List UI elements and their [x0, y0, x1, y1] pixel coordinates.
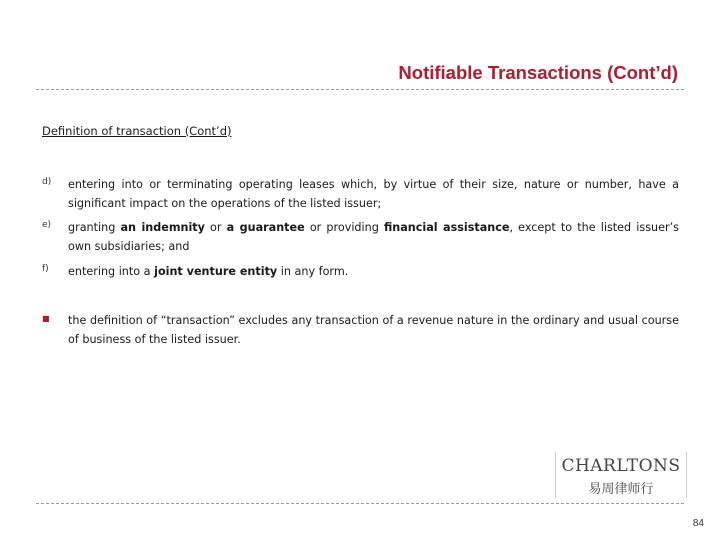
- list-marker: e): [42, 220, 52, 230]
- text-segment: , except to the listed issuer’s own subsidiaries; and: [68, 221, 680, 253]
- list-item-f: [42, 262, 679, 281]
- charltons-logo: [555, 452, 687, 498]
- text-segment: granting: [68, 221, 121, 234]
- bold-term: an indemnity: [120, 221, 205, 234]
- bold-term: financial assistance: [383, 221, 510, 234]
- text-segment: entering into or terminating operating leases which, by virtue of their size, nature or number, have a significant impact on the operations of the listed issuer;: [68, 178, 679, 210]
- list-item-text: [68, 262, 679, 281]
- list-item-text: [68, 175, 679, 213]
- logo-name: CHARLTONS: [561, 456, 681, 476]
- header-divider: [36, 89, 684, 90]
- list-item-bullet: [42, 311, 679, 349]
- bold-term: a guarantee: [226, 221, 305, 234]
- text-segment: entering into a: [68, 265, 155, 278]
- list-item-text: [68, 218, 679, 256]
- section-subheading: Definition of transaction (Cont’d): [42, 124, 232, 138]
- list-marker: d): [42, 177, 52, 187]
- footer-divider: [36, 503, 684, 504]
- list-item-e: [42, 218, 679, 256]
- bold-term: joint venture entity: [154, 265, 278, 278]
- list-item-text: [68, 311, 679, 349]
- list-marker: f): [42, 264, 49, 274]
- text-segment: in any form.: [277, 265, 349, 278]
- text-segment: the definition of “transaction” excludes any transaction of a revenue nature in the ordinary and usual course of business of the listed issuer.: [68, 314, 679, 346]
- list-item-d: [42, 175, 679, 213]
- text-segment: or providing: [304, 221, 384, 234]
- bullet-icon: ■: [42, 314, 50, 323]
- text-segment: or: [204, 221, 227, 234]
- page-number: 84: [692, 518, 704, 529]
- logo-chinese-name: 易周律师行: [588, 482, 654, 497]
- page-title: Notifiable Transactions (Cont’d): [398, 62, 678, 83]
